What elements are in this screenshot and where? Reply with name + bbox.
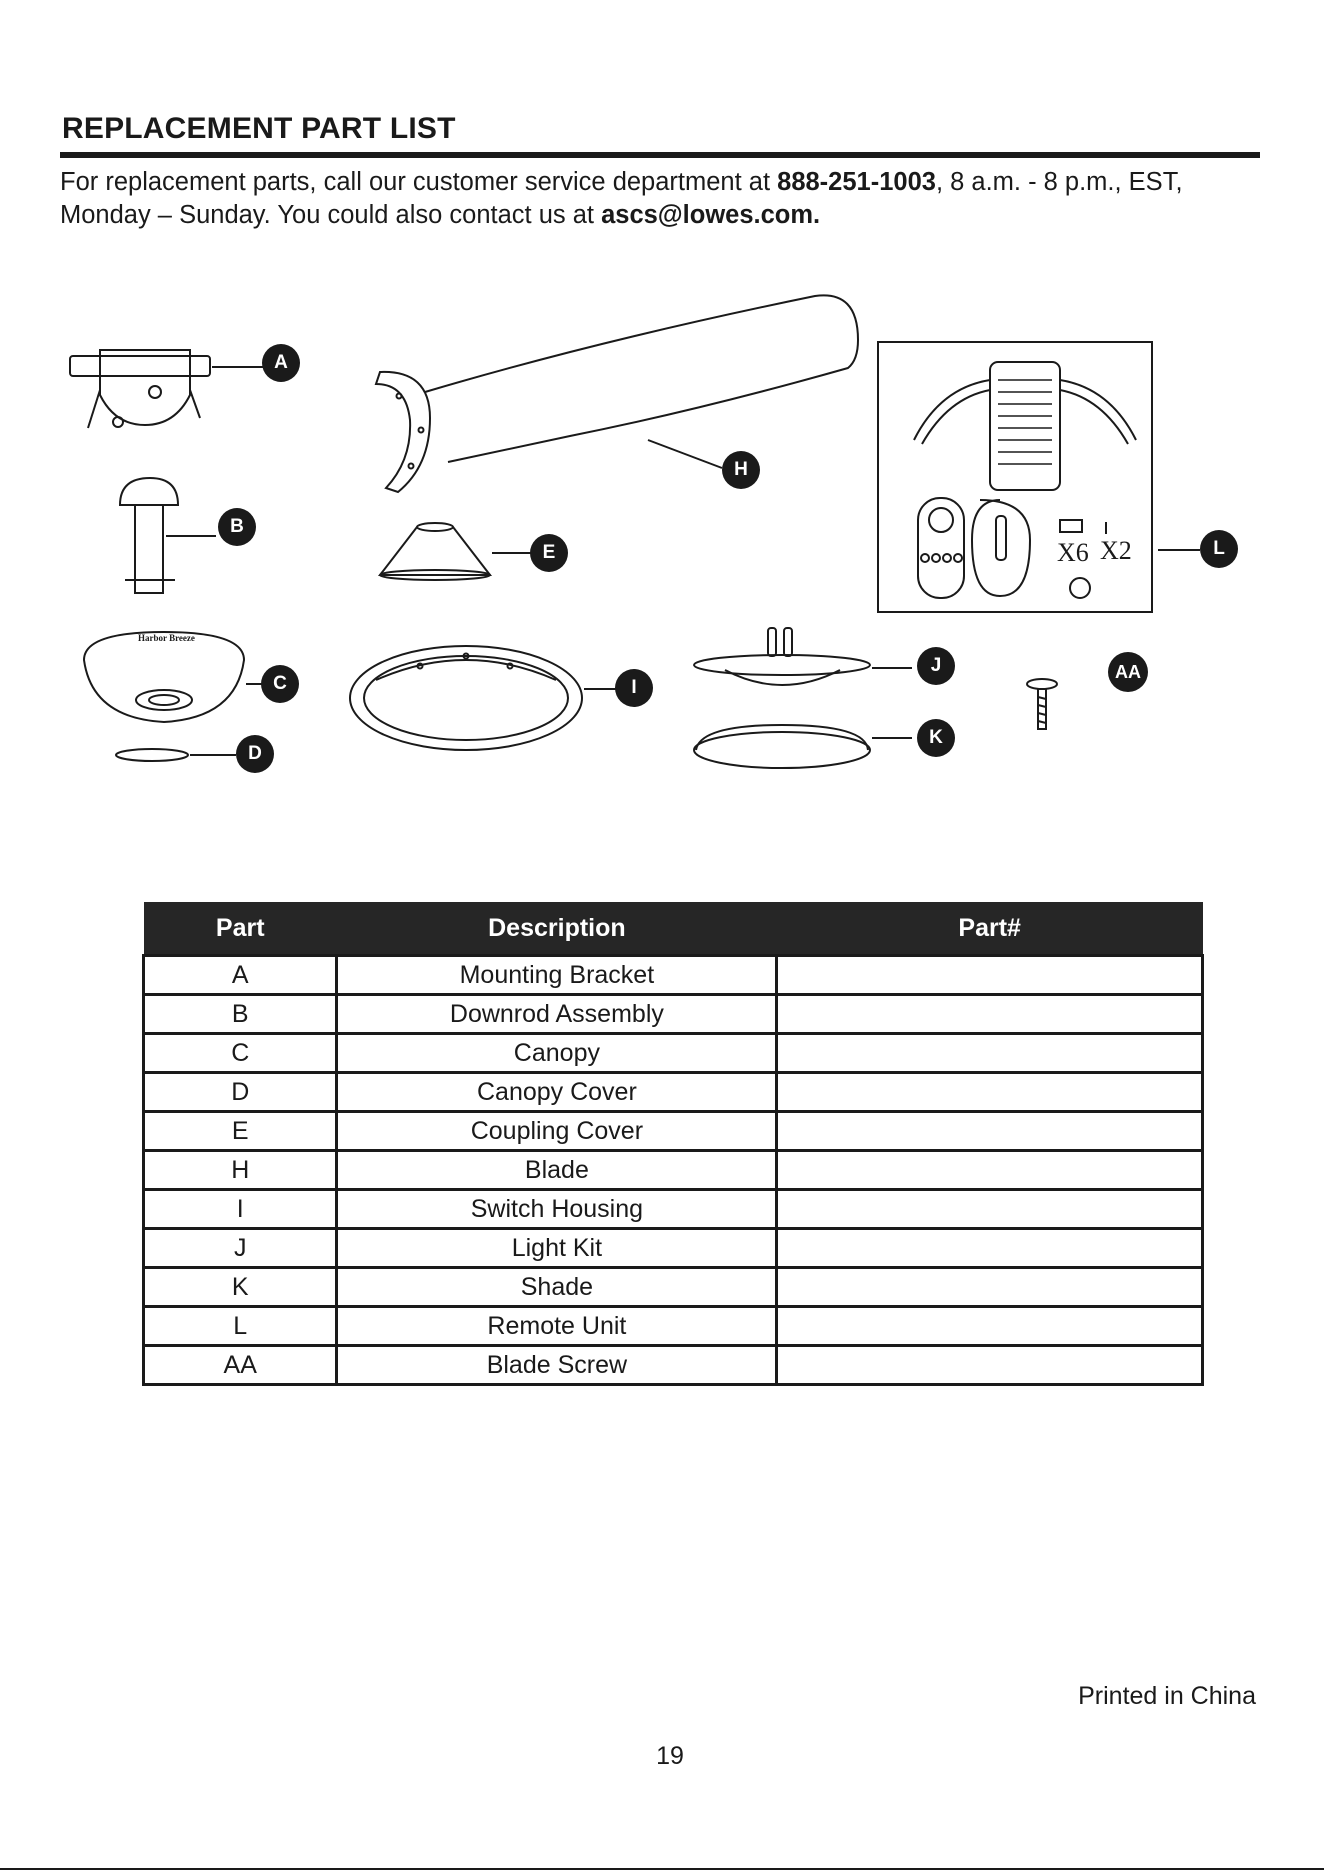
callout-aa: AA xyxy=(1108,652,1148,692)
table-row xyxy=(144,1268,1203,1307)
intro-text-2: , 8 a.m. - 8 p.m., EST, Monday – Sunday. You could also contact us at xyxy=(60,168,1183,229)
part-cell: C xyxy=(144,1034,337,1073)
header-description: Description xyxy=(337,902,777,956)
part-cell: E xyxy=(144,1112,337,1151)
description-cell: Mounting Bracket xyxy=(337,956,777,995)
callout-e: E xyxy=(530,534,568,572)
table-row xyxy=(144,1190,1203,1229)
header-part: Part xyxy=(144,902,337,956)
blade-screw-illustration xyxy=(1027,679,1057,729)
description-cell: Coupling Cover xyxy=(337,1112,777,1151)
service-phone: 888-251-1003 xyxy=(777,168,936,196)
part-number-cell xyxy=(777,995,1203,1034)
coupling-cover-illustration xyxy=(380,523,532,580)
quantity-x2: X2 xyxy=(1100,536,1132,565)
part-cell: AA xyxy=(144,1346,337,1385)
part-number-cell xyxy=(777,1229,1203,1268)
description-cell: Light Kit xyxy=(337,1229,777,1268)
table-row xyxy=(144,1229,1203,1268)
table-row xyxy=(144,1307,1203,1346)
part-number-cell xyxy=(777,956,1203,995)
callout-l: L xyxy=(1200,530,1238,568)
description-cell: Remote Unit xyxy=(337,1307,777,1346)
part-cell: D xyxy=(144,1073,337,1112)
header-part-number: Part# xyxy=(777,902,1203,956)
callout-c: C xyxy=(261,665,299,703)
downrod-illustration xyxy=(120,478,216,593)
page-number: 19 xyxy=(656,1742,684,1770)
part-cell: I xyxy=(144,1190,337,1229)
description-cell: Downrod Assembly xyxy=(337,995,777,1034)
title-rule xyxy=(60,152,1260,158)
service-email: ascs@lowes.com. xyxy=(601,201,821,229)
parts-table xyxy=(142,902,1204,1386)
table-row xyxy=(144,1073,1203,1112)
callout-d: D xyxy=(236,735,274,773)
part-number-cell xyxy=(777,1190,1203,1229)
parts-diagram xyxy=(0,250,1324,810)
part-number-cell xyxy=(777,1073,1203,1112)
part-cell: J xyxy=(144,1229,337,1268)
shade-illustration xyxy=(694,725,912,768)
table-row xyxy=(144,1034,1203,1073)
part-number-cell xyxy=(777,1346,1203,1385)
remote-unit-illustration xyxy=(878,342,1200,612)
printed-in-note: Printed in China xyxy=(1078,1682,1256,1710)
table-row xyxy=(144,956,1203,995)
part-number-cell xyxy=(777,1307,1203,1346)
intro-paragraph xyxy=(60,166,1270,232)
description-cell: Canopy xyxy=(337,1034,777,1073)
part-cell: A xyxy=(144,956,337,995)
callout-i: I xyxy=(615,669,653,707)
part-cell: L xyxy=(144,1307,337,1346)
description-cell: Canopy Cover xyxy=(337,1073,777,1112)
page-title: REPLACEMENT PART LIST xyxy=(62,112,456,145)
part-number-cell xyxy=(777,1151,1203,1190)
part-cell: H xyxy=(144,1151,337,1190)
table-row xyxy=(144,1151,1203,1190)
callout-b: B xyxy=(218,508,256,546)
part-number-cell xyxy=(777,1034,1203,1073)
intro-text-1: For replacement parts, call our customer service department at xyxy=(60,168,778,196)
table-row xyxy=(144,995,1203,1034)
description-cell: Blade xyxy=(337,1151,777,1190)
mounting-bracket-illustration xyxy=(70,350,265,428)
part-cell: B xyxy=(144,995,337,1034)
description-cell: Switch Housing xyxy=(337,1190,777,1229)
blade-illustration xyxy=(376,295,858,492)
switch-housing-illustration xyxy=(350,646,622,750)
light-kit-illustration xyxy=(694,628,912,685)
table-header-row xyxy=(144,902,1203,956)
description-cell: Blade Screw xyxy=(337,1346,777,1385)
table-row xyxy=(144,1346,1203,1385)
callout-j: J xyxy=(917,647,955,685)
table-row xyxy=(144,1112,1203,1151)
callout-a: A xyxy=(262,344,300,382)
part-cell: K xyxy=(144,1268,337,1307)
callout-h: H xyxy=(722,451,760,489)
bottom-edge-line xyxy=(0,1868,1324,1870)
callout-k: K xyxy=(917,719,955,757)
canopy-illustration xyxy=(84,632,264,761)
part-number-cell xyxy=(777,1112,1203,1151)
canopy-brand-mark: Harbor Breeze xyxy=(138,633,195,643)
quantity-x6: X6 xyxy=(1057,538,1089,567)
part-number-cell xyxy=(777,1268,1203,1307)
description-cell: Shade xyxy=(337,1268,777,1307)
